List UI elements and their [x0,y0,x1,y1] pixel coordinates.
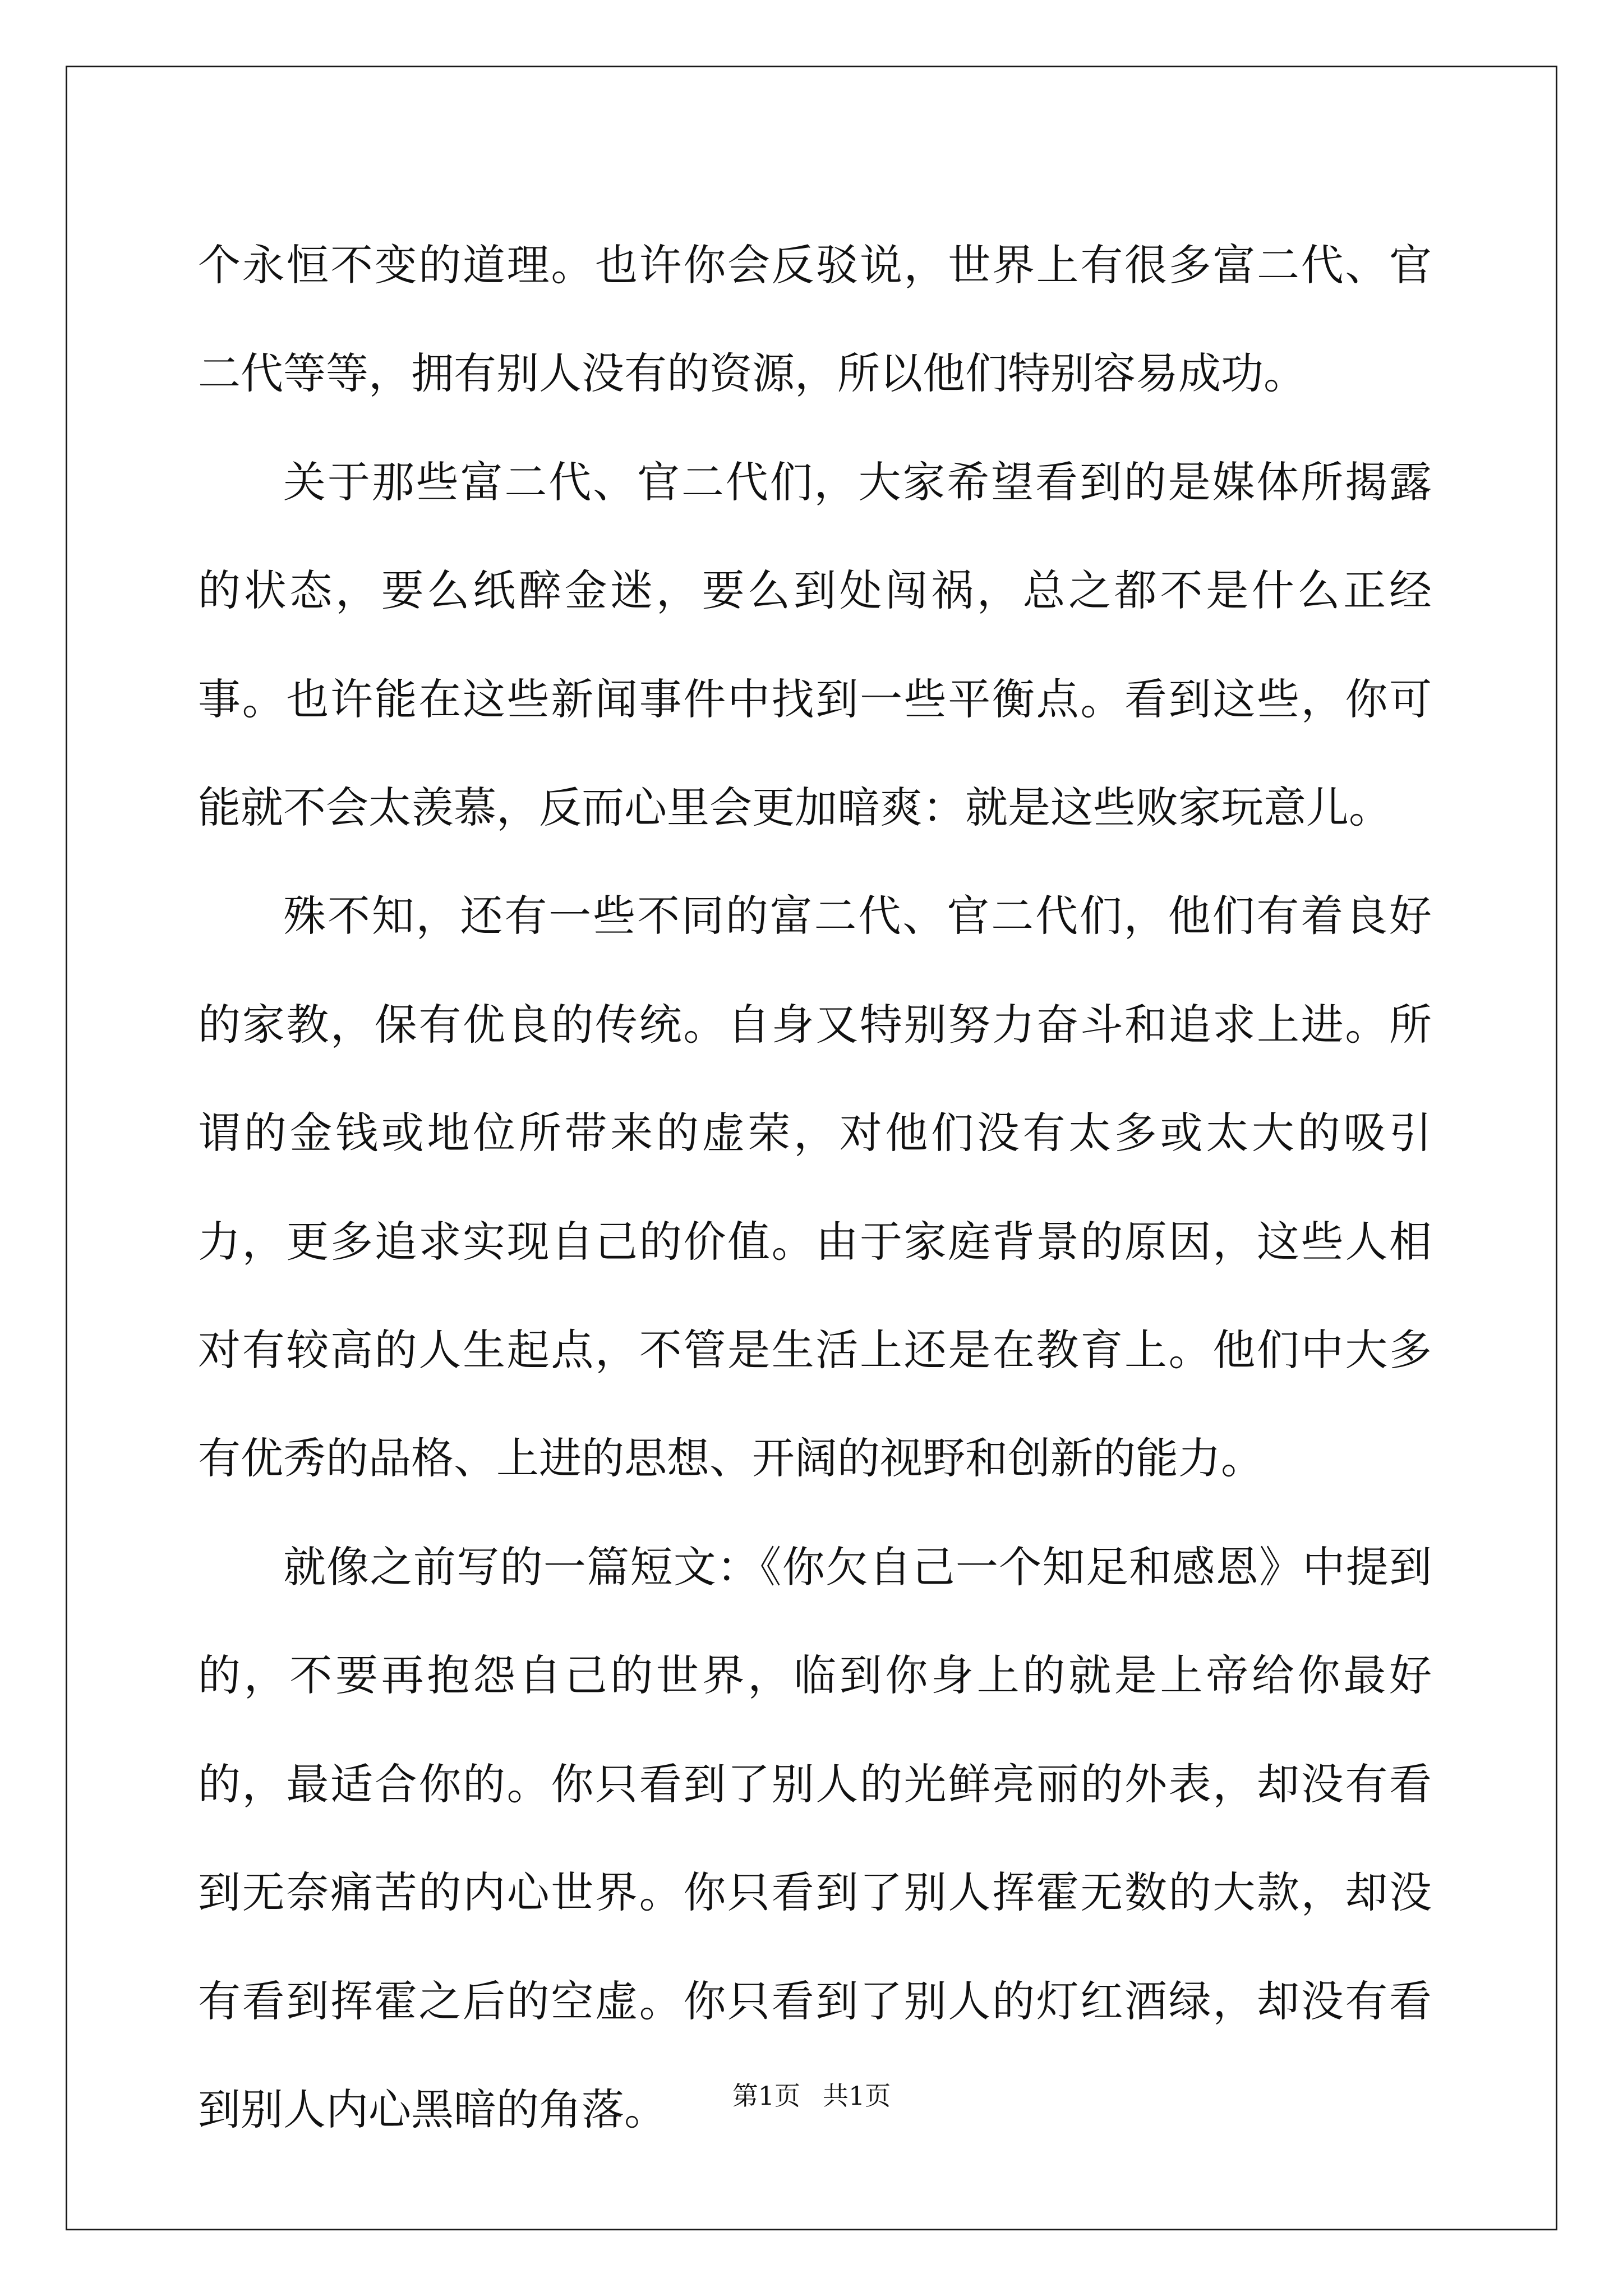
paragraph-1: 个永恒不变的道理。也许你会反驳说，世界上有很多富二代、官二代等等，拥有别人没有的资源，所以他们特别容易成功。 [198,240,1432,399]
page-footer [0,2080,1623,2111]
page-total: 共1页 [823,2081,891,2111]
paragraph-4: 就像之前写的一篇短文：《你欠自己一个知足和感恩》中提到的，不要再抱怨自己的世界，临到你身上的就是上帝给你最好的，最适合你的。你只看到了别人的光鲜亮丽的外表，却没有看到无奈痛苦的内心世界。你只看到了别人挥霍无数的大款，却没有看到挥霍之后的空虚。你只看到了别人的灯红酒绿，却没有看到别人内心黑暗的角落。 [198,1542,1432,2134]
page-number: 第1页 [732,2081,800,2111]
paragraph-2: 关于那些富二代、官二代们，大家希望看到的是媒体所揭露的状态，要么纸醉金迷，要么到处闯祸，总之都不是什么正经事。也许能在这些新闻事件中找到一些平衡点。看到这些，你可能就不会太羡慕，反而心里会更加暗爽：就是这些败家玩意儿。 [198,457,1432,833]
document-body [198,211,1432,2164]
paragraph-3: 殊不知，还有一些不同的富二代、官二代们，他们有着良好的家教，保有优良的传统。自身又特别努力奋斗和追求上进。所谓的金钱或地位所带来的虚荣，对他们没有太多或太大的吸引力，更多追求实现自己的价值。由于家庭背景的原因，这些人相对有较高的人生起点，不管是生活上还是在教育上。他们中大多有优秀的品格、上进的思想、开阔的视野和创新的能力。 [198,891,1432,1484]
